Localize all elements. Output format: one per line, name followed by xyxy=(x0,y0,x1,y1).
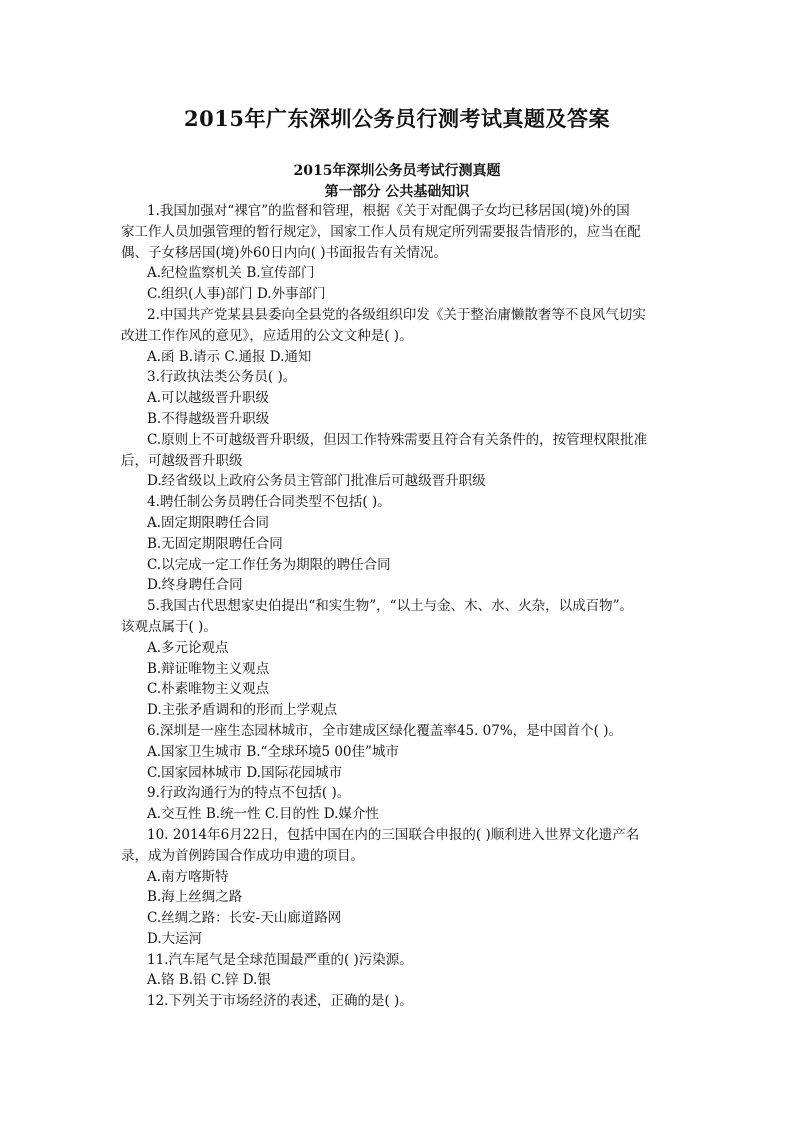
text-line: B.不得越级晋升职级 xyxy=(147,410,270,427)
text-line: A.函 B.请示 C.通报 D.通知 xyxy=(147,348,312,365)
text-line: A.多元论观点 xyxy=(147,639,229,656)
document-body xyxy=(121,201,677,1012)
text-line: 10. 2014年6月22日，包括中国在内的三国联合申报的( )顺利进入世界文化遗产名 xyxy=(147,826,640,843)
text-line: C.原则上不可越级晋升职级，但因工作特殊需要且符合有关条件的，按管理权限批准 xyxy=(147,431,648,448)
text-line: 12.下列关于市场经济的表述，正确的是( )。 xyxy=(147,993,413,1010)
text-line: A.可以越级晋升职级 xyxy=(147,390,270,407)
text-line: D.大运河 xyxy=(147,930,203,947)
text-line: A.纪检监察机关 B.宣传部门 xyxy=(147,265,315,282)
document-title: 2015年广东深圳公务员行测考试真题及答案 xyxy=(184,106,610,131)
text-line: C.朴素唯物主义观点 xyxy=(147,681,270,698)
text-line: C.国家园林城市 D.国际花园城市 xyxy=(147,764,343,781)
text-line: 后，可越级晋升职级 xyxy=(121,452,243,469)
text-line: 该观点属于( )。 xyxy=(121,618,217,635)
text-line: 6.深圳是一座生态园林城市，全市建成区绿化覆盖率45. 07%，是中国首个( )。 xyxy=(147,722,622,739)
text-line: 3.行政执法类公务员( )。 xyxy=(147,369,297,386)
text-line: C.丝绸之路：长安-天山廊道路网 xyxy=(147,910,342,927)
text-line: 1.我国加强对“裸官”的监督和管理，根据《关于对配偶子女均已移居国(境)外的国 xyxy=(147,203,630,219)
text-line: 9.行政沟通行为的特点不包括( )。 xyxy=(147,785,351,802)
text-line: 家工作人员加强管理的暂行规定》，国家工作人员有规定所列需要报告情形的，应当在配 xyxy=(121,223,641,240)
text-line: C.组织(人事)部门 D.外事部门 xyxy=(147,286,326,303)
text-line: D.经省级以上政府公务员主管部门批准后可越级晋升职级 xyxy=(147,473,486,490)
text-line: A.国家卫生城市 B.“全球环境5 00佳”城市 xyxy=(147,743,399,760)
text-line: 改进工作作风的意见》，应适用的公文文种是( )。 xyxy=(121,327,413,344)
text-line: D.主张矛盾调和的形而上学观点 xyxy=(147,702,338,719)
text-line: B.无固定期限聘任合同 xyxy=(147,535,283,552)
text-line: 5.我国古代思想家史伯提出“和实生物”，“以土与金、木、水、火杂，以成百物”。 xyxy=(147,598,633,615)
text-line: C.以完成一定工作任务为期限的聘任合同 xyxy=(147,556,391,573)
text-line: A.固定期限聘任合同 xyxy=(147,514,270,531)
text-line: 4.聘任制公务员聘任合同类型不包括( )。 xyxy=(147,494,391,511)
text-line: 录，成为首例跨国合作成功申遗的项目。 xyxy=(121,847,364,864)
text-line: 2.中国共产党某县县委向全县党的各级组织印发《关于整治庸懒散奢等不良风气切实 xyxy=(147,306,646,323)
text-line: 偶、子女移居国(境)外60日内向( )书面报告有关情况。 xyxy=(121,244,448,261)
section-heading: 第一部分 公共基础知识 xyxy=(324,184,470,200)
text-line: A.交互性 B.统一性 C.目的性 D.媒介性 xyxy=(147,806,379,823)
document-subtitle: 2015年深圳公务员考试行测真题 xyxy=(293,163,501,179)
text-line: A.铬 B.铅 C.锌 D.银 xyxy=(147,972,271,989)
text-line: A.南方喀斯特 xyxy=(147,868,229,885)
text-line: B.辩证唯物主义观点 xyxy=(147,660,270,677)
text-line: D.终身聘任合同 xyxy=(147,577,243,594)
text-line: B.海上丝绸之路 xyxy=(147,889,243,906)
text-line: 11.汽车尾气是全球范围最严重的( )污染源。 xyxy=(147,951,413,968)
